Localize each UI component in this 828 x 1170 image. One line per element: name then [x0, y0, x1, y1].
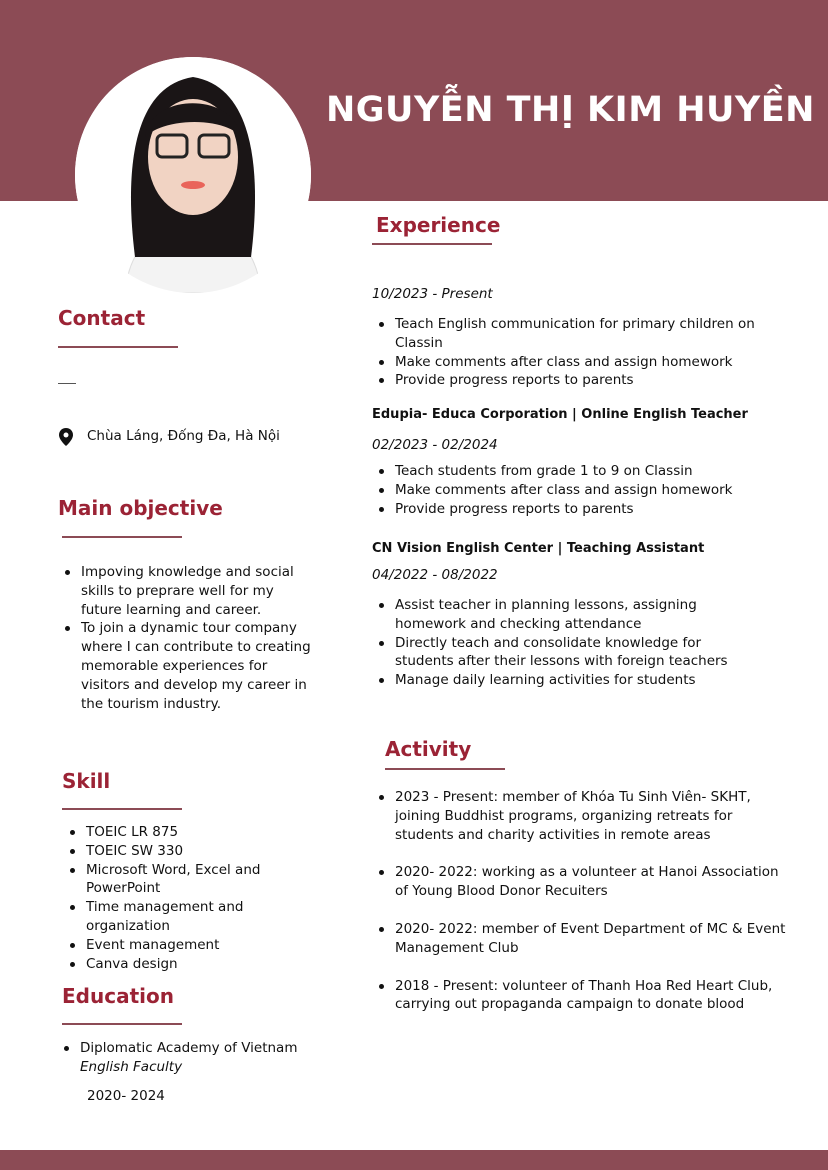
profile-photo	[75, 57, 311, 293]
education-heading: Education	[62, 984, 174, 1008]
list-item: Event management	[68, 936, 288, 955]
skill-list	[68, 823, 288, 973]
job-company: CN Vision English Center | Teaching Assistant	[372, 541, 705, 556]
job-duties	[377, 315, 757, 390]
list-item: Microsoft Word, Excel and PowerPoint	[68, 861, 288, 899]
job-company: Edupia- Educa Corporation | Online English Teacher	[372, 407, 748, 422]
divider	[62, 536, 182, 538]
divider	[62, 808, 182, 810]
list-item: Provide progress reports to parents	[377, 371, 757, 390]
divider	[385, 768, 505, 770]
full-name: NGUYỄN THỊ KIM HUYỀN	[326, 90, 815, 130]
footer-banner	[0, 1150, 828, 1170]
job-date: 02/2023 - 02/2024	[372, 437, 498, 453]
list-item: 2023 - Present: member of Khóa Tu Sinh Viên- SKHT, joining Buddhist programs, organizing retreats for students and charity activities in remote areas	[377, 788, 787, 844]
education-list	[62, 1039, 332, 1077]
list-item: Directly teach and consolidate knowledge for students after their lessons with foreign teachers	[377, 634, 747, 672]
divider	[58, 383, 76, 384]
skill-heading: Skill	[62, 769, 111, 793]
list-item: TOEIC LR 875	[68, 823, 288, 842]
list-item: Impoving knowledge and social skills to preprare well for my future learning and career.	[63, 563, 318, 619]
list-item: Canva design	[68, 955, 288, 974]
list-item: 2020- 2022: member of Event Department of MC & Event Management Club	[377, 920, 787, 958]
list-item: To join a dynamic tour company where I can contribute to creating memorable experiences for visitors and develop my career in the tourism industry.	[63, 619, 318, 713]
faculty: English Faculty	[80, 1058, 183, 1075]
experience-heading: Experience	[376, 213, 501, 237]
activity-list	[377, 788, 787, 1014]
list-item: 2018 - Present: volunteer of Thanh Hoa Red Heart Club, carrying out propaganda campaign to donate blood	[377, 977, 787, 1015]
list-item: Manage daily learning activities for students	[377, 671, 747, 690]
job-duties	[377, 596, 747, 690]
objective-heading: Main objective	[58, 496, 223, 520]
objective-list	[63, 563, 318, 713]
divider	[58, 346, 178, 348]
list-item: TOEIC SW 330	[68, 842, 288, 861]
contact-heading: Contact	[58, 306, 146, 330]
job-duties	[377, 462, 757, 518]
list-item: Make comments after class and assign homework	[377, 353, 757, 372]
divider	[372, 243, 492, 245]
location-pin-icon	[59, 428, 73, 446]
divider	[62, 1023, 182, 1025]
job-date: 10/2023 - Present	[372, 286, 493, 302]
list-item: 2020- 2022: working as a volunteer at Hanoi Association of Young Blood Donor Recuiters	[377, 863, 787, 901]
list-item: Teach English communication for primary children on Classin	[377, 315, 757, 353]
contact-address: Chùa Láng, Đống Đa, Hà Nội	[87, 428, 280, 444]
list-item: Provide progress reports to parents	[377, 500, 757, 519]
list-item: Assist teacher in planning lessons, assigning homework and checking attendance	[377, 596, 747, 634]
list-item: Make comments after class and assign homework	[377, 481, 757, 500]
list-item: Teach students from grade 1 to 9 on Classin	[377, 462, 757, 481]
list-item	[62, 1039, 332, 1077]
list-item: Time management and organization	[68, 898, 288, 936]
activity-heading: Activity	[385, 737, 472, 761]
education-years: 2020- 2024	[87, 1088, 165, 1104]
school-name: Diplomatic Academy of Vietnam	[80, 1040, 298, 1056]
job-date: 04/2022 - 08/2022	[372, 567, 498, 583]
